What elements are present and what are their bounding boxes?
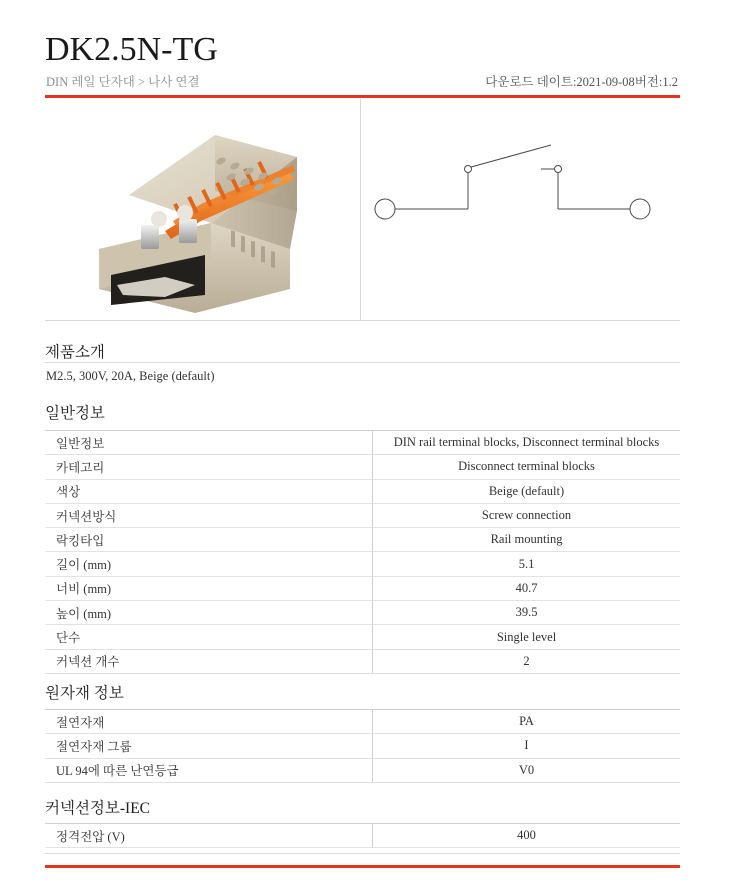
row-value: PA xyxy=(373,710,681,734)
row-key: 너비 (mm) xyxy=(45,576,373,600)
row-key: 일반정보 xyxy=(45,431,373,455)
header-accent-rule xyxy=(45,95,680,98)
material-info-table xyxy=(45,709,680,783)
table-row xyxy=(45,625,680,649)
connection-info-iec-table xyxy=(45,823,680,848)
row-key: UL 94에 따른 난연등급 xyxy=(45,758,373,782)
row-value: 40.7 xyxy=(373,576,681,600)
row-value: 39.5 xyxy=(373,601,681,625)
general-info-table xyxy=(45,430,680,674)
row-value: I xyxy=(373,734,681,758)
product-intro-text: M2.5, 300V, 20A, Beige (default) xyxy=(46,369,215,383)
breadcrumb: DIN 레일 단자대 > 나사 연결 xyxy=(46,75,200,89)
table-row xyxy=(45,552,680,576)
page-header xyxy=(45,30,680,92)
row-value: 5.1 xyxy=(373,552,681,576)
material-info-tbody xyxy=(45,710,680,783)
product-photo xyxy=(45,99,360,320)
product-photo-illustration xyxy=(45,99,360,320)
row-value: Screw connection xyxy=(373,503,681,527)
table-row xyxy=(45,503,680,527)
download-info: 다운로드 데이트:2021-09-08버전:1.2 xyxy=(485,75,678,89)
header-subrow xyxy=(45,72,680,92)
table-row xyxy=(45,455,680,479)
row-value: 400 xyxy=(373,824,681,848)
row-value: DIN rail terminal blocks, Disconnect terminal blocks xyxy=(373,431,681,455)
row-key: 절연자재 그룹 xyxy=(45,734,373,758)
table-row xyxy=(45,528,680,552)
footer-gray-rule xyxy=(45,853,680,854)
row-value: Single level xyxy=(373,625,681,649)
table-row xyxy=(45,734,680,758)
media-bottom-rule xyxy=(45,320,680,321)
table-row xyxy=(45,710,680,734)
section-title-product-intro: 제품소개 xyxy=(45,344,105,361)
row-key: 커넥션방식 xyxy=(45,503,373,527)
section-title-material-info: 원자재 정보 xyxy=(45,685,124,702)
table-row xyxy=(45,431,680,455)
section-title-general-info: 일반정보 xyxy=(45,405,105,422)
product-intro-underline xyxy=(45,362,680,363)
table-row xyxy=(45,479,680,503)
row-key: 카테고리 xyxy=(45,455,373,479)
table-row xyxy=(45,824,680,848)
media-band xyxy=(45,99,680,320)
page-title: DK2.5N-TG xyxy=(45,31,218,68)
row-key: 높이 (mm) xyxy=(45,601,373,625)
table-row xyxy=(45,758,680,782)
table-row xyxy=(45,649,680,673)
disconnect-switch-svg xyxy=(361,99,680,320)
general-info-tbody xyxy=(45,431,680,674)
row-value: Disconnect terminal blocks xyxy=(373,455,681,479)
connection-info-iec-tbody xyxy=(45,824,680,848)
row-key: 커넥션 개수 xyxy=(45,649,373,673)
table-row xyxy=(45,601,680,625)
row-value: V0 xyxy=(373,758,681,782)
table-row xyxy=(45,576,680,600)
row-value: 2 xyxy=(373,649,681,673)
row-value: Rail mounting xyxy=(373,528,681,552)
row-key: 절연자재 xyxy=(45,710,373,734)
row-key: 길이 (mm) xyxy=(45,552,373,576)
schematic-diagram xyxy=(361,99,680,320)
row-key: 단수 xyxy=(45,625,373,649)
row-key: 락킹타입 xyxy=(45,528,373,552)
row-key: 색상 xyxy=(45,479,373,503)
row-key: 정격전압 (V) xyxy=(45,824,373,848)
footer-accent-rule xyxy=(45,865,680,868)
section-title-connection-info-iec: 커넥션정보-IEC xyxy=(45,800,150,817)
row-value: Beige (default) xyxy=(373,479,681,503)
